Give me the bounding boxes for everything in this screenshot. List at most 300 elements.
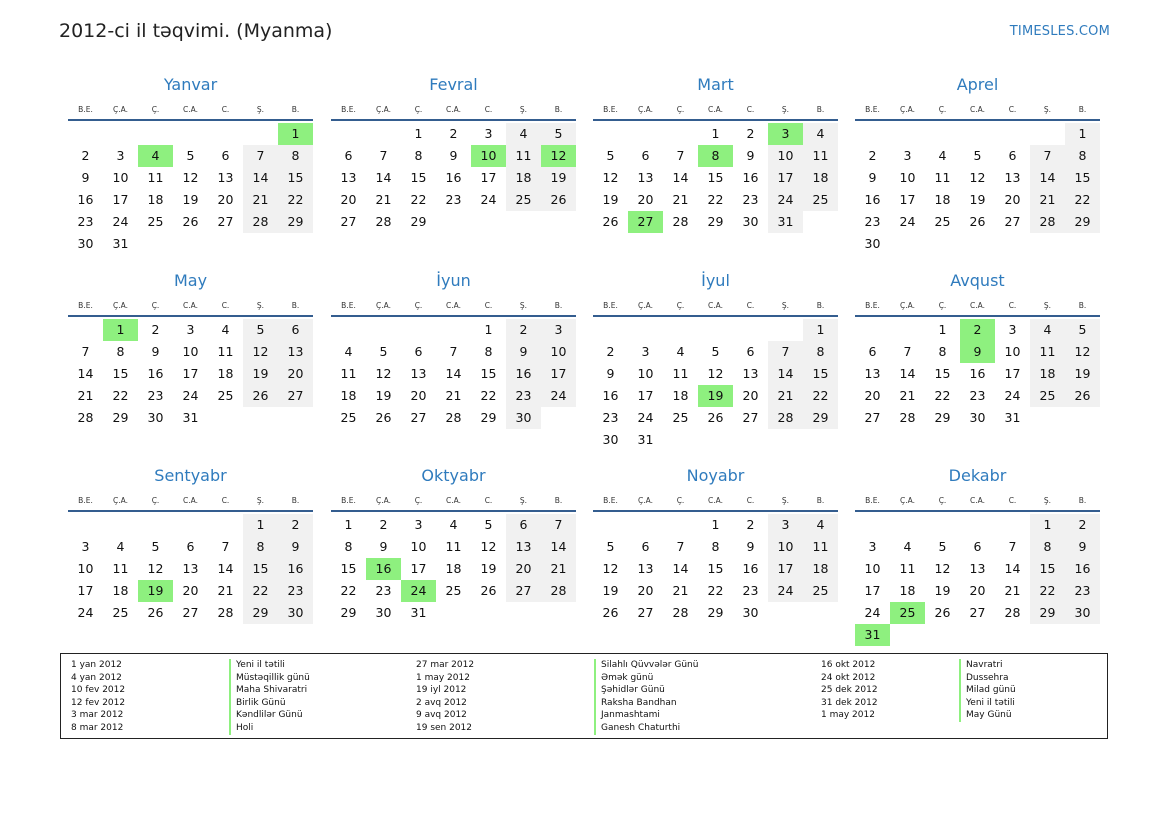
day-cell: 12 [934, 561, 951, 576]
legend-dates-column [416, 659, 474, 735]
empty-day-cell [366, 123, 401, 145]
empty-day-cell [855, 123, 890, 145]
day-cell: 23 [742, 583, 759, 598]
day-cell: 9 [746, 539, 755, 554]
empty-day-cell [173, 123, 208, 145]
day-cell: 8 [344, 539, 353, 554]
day-cell: 20 [410, 388, 427, 403]
holiday-day-cell: 25 [890, 602, 925, 624]
weekday-label: Ç.A. [112, 496, 128, 505]
weekday-label: B. [291, 301, 300, 310]
day-cell: 24 [768, 580, 803, 602]
day-cell: 6 [414, 344, 423, 359]
legend-date: 19 iyl 2012 [416, 685, 467, 696]
empty-day-cell [593, 123, 628, 145]
month-noyabr [593, 464, 838, 624]
day-cell: 14 [217, 561, 234, 576]
day-cell: 17 [541, 363, 576, 385]
day-cell: 16 [445, 170, 462, 185]
day-cell: 17 [768, 558, 803, 580]
empty-day-cell [960, 123, 995, 145]
day-cell: 12 [480, 539, 497, 554]
day-cell: 14 [375, 170, 392, 185]
day-cell: 2 [1065, 514, 1100, 536]
weekday-header [855, 101, 1100, 121]
day-cell: 15 [243, 558, 278, 580]
day-cell: 5 [243, 319, 278, 341]
day-cell: 22 [278, 189, 313, 211]
weekday-label: Ş. [781, 105, 790, 114]
day-grid [855, 123, 1100, 255]
day-cell: 23 [742, 192, 759, 207]
day-cell: 6 [1008, 148, 1017, 163]
empty-day-cell [593, 514, 628, 536]
day-cell: 27 [637, 605, 654, 620]
empty-day-cell [68, 514, 103, 536]
day-cell: 9 [746, 148, 755, 163]
day-cell: 15 [410, 170, 427, 185]
weekday-label: Ş. [781, 301, 790, 310]
day-cell: 12 [182, 170, 199, 185]
holiday-day-cell: 10 [471, 145, 506, 167]
weekday-label: B. [1078, 105, 1087, 114]
weekday-label: B.E. [78, 496, 93, 505]
day-cell: 24 [77, 605, 94, 620]
weekday-label: B. [291, 105, 300, 114]
day-cell: 19 [934, 583, 951, 598]
day-cell: 30 [147, 410, 164, 425]
legend-names-column [959, 659, 1016, 722]
day-cell: 6 [973, 539, 982, 554]
day-cell: 2 [449, 126, 458, 141]
day-cell: 21 [77, 388, 94, 403]
month-name: May [173, 271, 208, 290]
day-cell: 3 [414, 517, 423, 532]
empty-day-cell [855, 514, 890, 536]
weekday-header [331, 492, 576, 512]
day-cell: 8 [278, 145, 313, 167]
day-cell: 21 [217, 583, 234, 598]
weekday-label: C.A. [445, 105, 461, 114]
day-cell: 12 [707, 366, 724, 381]
empty-day-cell [103, 123, 138, 145]
weekday-label: Ç.A. [375, 105, 391, 114]
day-cell: 23 [602, 410, 619, 425]
legend-holiday-name: Şəhidlər Günü [601, 685, 665, 696]
day-cell: 3 [484, 126, 493, 141]
day-cell: 31 [182, 410, 199, 425]
day-grid [855, 514, 1100, 646]
weekday-label: Ş. [256, 496, 265, 505]
day-cell: 5 [541, 123, 576, 145]
day-cell: 11 [934, 170, 951, 185]
day-cell: 9 [506, 341, 541, 363]
day-cell: 13 [278, 341, 313, 363]
holiday-day-cell: 1 [278, 123, 313, 145]
day-cell: 19 [602, 583, 619, 598]
weekday-label: B.E. [341, 105, 356, 114]
day-cell: 9 [868, 170, 877, 185]
weekday-label: C.A. [445, 496, 461, 505]
day-cell: 16 [1065, 558, 1100, 580]
day-cell: 28 [672, 605, 689, 620]
day-cell: 14 [1030, 167, 1065, 189]
day-cell: 18 [803, 558, 838, 580]
day-cell: 17 [480, 170, 497, 185]
empty-day-cell [331, 123, 366, 145]
day-cell: 29 [112, 410, 129, 425]
day-cell: 30 [864, 236, 881, 251]
legend-holiday-name: Dussehra [966, 672, 1009, 683]
weekday-label: C.A. [182, 301, 198, 310]
empty-day-cell [366, 319, 401, 341]
day-cell: 31 [410, 605, 427, 620]
weekday-label: Ç.A. [637, 496, 653, 505]
day-cell: 1 [484, 322, 493, 337]
legend-holiday-name: Holi [236, 722, 254, 733]
day-cell: 17 [637, 388, 654, 403]
day-cell: 7 [81, 344, 90, 359]
day-cell: 26 [480, 583, 497, 598]
day-cell: 25 [112, 605, 129, 620]
weekday-label: C. [1008, 301, 1017, 310]
weekday-label: Ç.A. [899, 496, 915, 505]
day-cell: 27 [340, 214, 357, 229]
day-cell: 27 [969, 605, 986, 620]
month-fevral [331, 73, 576, 233]
day-cell: 3 [81, 539, 90, 554]
day-cell: 18 [217, 366, 234, 381]
weekday-header [68, 101, 313, 121]
day-cell: 23 [1065, 580, 1100, 602]
day-cell: 20 [637, 192, 654, 207]
day-cell: 22 [410, 192, 427, 207]
day-cell: 30 [278, 602, 313, 624]
day-cell: 2 [868, 148, 877, 163]
day-cell: 26 [602, 214, 619, 229]
day-cell: 10 [864, 561, 881, 576]
day-cell: 11 [803, 145, 838, 167]
day-cell: 24 [480, 192, 497, 207]
weekday-label: C. [484, 105, 493, 114]
day-cell: 4 [938, 148, 947, 163]
weekday-label: B. [554, 301, 563, 310]
weekday-label: Ç. [938, 105, 947, 114]
weekday-label: C. [746, 105, 755, 114]
weekday-label: B. [816, 496, 825, 505]
weekday-label: C.A. [969, 496, 985, 505]
weekday-header [593, 101, 838, 121]
weekday-label: C. [746, 301, 755, 310]
day-cell: 6 [278, 319, 313, 341]
day-cell: 21 [768, 385, 803, 407]
day-cell: 31 [112, 236, 129, 251]
day-grid [593, 123, 838, 233]
day-cell: 12 [602, 170, 619, 185]
day-cell: 26 [934, 605, 951, 620]
weekday-label: Ç.A. [637, 301, 653, 310]
empty-day-cell [68, 319, 103, 341]
day-cell: 29 [340, 605, 357, 620]
day-cell: 15 [480, 366, 497, 381]
day-cell: 11 [672, 366, 689, 381]
day-cell: 22 [480, 388, 497, 403]
day-cell: 14 [445, 366, 462, 381]
day-cell: 30 [742, 214, 759, 229]
day-cell: 10 [112, 170, 129, 185]
day-cell: 22 [340, 583, 357, 598]
empty-day-cell [436, 319, 471, 341]
weekday-label: Ç.A. [375, 301, 391, 310]
month-name: Avqust [950, 271, 1005, 290]
day-cell: 17 [410, 561, 427, 576]
day-cell: 14 [243, 167, 278, 189]
day-cell: 23 [864, 214, 881, 229]
day-cell: 15 [1030, 558, 1065, 580]
day-cell: 28 [445, 410, 462, 425]
day-cell: 20 [182, 583, 199, 598]
month-may [68, 269, 313, 429]
holiday-day-cell: 4 [138, 145, 173, 167]
day-cell: 5 [186, 148, 195, 163]
day-cell: 11 [340, 366, 357, 381]
day-cell: 16 [278, 558, 313, 580]
day-cell: 10 [899, 170, 916, 185]
day-cell: 30 [375, 605, 392, 620]
day-cell: 8 [1065, 145, 1100, 167]
empty-day-cell [1030, 123, 1065, 145]
weekday-label: C. [484, 301, 493, 310]
day-cell: 24 [112, 214, 129, 229]
day-cell: 9 [81, 170, 90, 185]
day-cell: 9 [1065, 536, 1100, 558]
day-cell: 29 [803, 407, 838, 429]
day-cell: 29 [1065, 211, 1100, 233]
weekday-label: Ş. [1043, 105, 1052, 114]
day-cell: 9 [379, 539, 388, 554]
legend-holiday-name: Yeni il tətili [966, 697, 1015, 708]
weekday-label: Ş. [256, 301, 265, 310]
day-cell: 26 [147, 605, 164, 620]
day-cell: 3 [1008, 322, 1017, 337]
weekday-label: C.A. [182, 105, 198, 114]
day-cell: 5 [973, 148, 982, 163]
day-cell: 27 [217, 214, 234, 229]
holiday-day-cell: 1 [103, 319, 138, 341]
legend-names-column [229, 659, 310, 735]
day-cell: 29 [707, 605, 724, 620]
day-cell: 11 [217, 344, 234, 359]
empty-day-cell [960, 514, 995, 536]
day-cell: 15 [934, 366, 951, 381]
day-cell: 11 [803, 536, 838, 558]
day-cell: 2 [81, 148, 90, 163]
holiday-day-cell: 12 [541, 145, 576, 167]
day-cell: 14 [1004, 561, 1021, 576]
legend-holiday-name: Ganesh Chaturthi [601, 722, 681, 733]
weekday-label: Ç. [938, 496, 947, 505]
day-cell: 17 [768, 167, 803, 189]
day-cell: 19 [1065, 363, 1100, 385]
day-cell: 5 [1065, 319, 1100, 341]
day-cell: 25 [934, 214, 951, 229]
day-cell: 21 [1004, 583, 1021, 598]
day-cell: 4 [506, 123, 541, 145]
day-cell: 11 [445, 539, 462, 554]
day-cell: 22 [243, 580, 278, 602]
weekday-label: C. [221, 301, 230, 310]
day-cell: 20 [637, 583, 654, 598]
day-cell: 7 [676, 148, 685, 163]
day-cell: 21 [445, 388, 462, 403]
day-cell: 17 [77, 583, 94, 598]
day-cell: 27 [182, 605, 199, 620]
weekday-label: Ç. [151, 301, 160, 310]
day-cell: 23 [147, 388, 164, 403]
day-cell: 6 [186, 539, 195, 554]
day-cell: 15 [340, 561, 357, 576]
day-cell: 16 [147, 366, 164, 381]
holiday-day-cell: 8 [698, 145, 733, 167]
weekday-label: Ç. [938, 301, 947, 310]
day-cell: 28 [375, 214, 392, 229]
day-cell: 16 [506, 363, 541, 385]
day-cell: 12 [602, 561, 619, 576]
weekday-label: B. [1078, 301, 1087, 310]
day-cell: 10 [768, 145, 803, 167]
day-cell: 13 [864, 366, 881, 381]
day-cell: 26 [1065, 385, 1100, 407]
day-cell: 15 [803, 363, 838, 385]
day-cell: 6 [344, 148, 353, 163]
day-cell: 1 [1030, 514, 1065, 536]
day-cell: 27 [742, 410, 759, 425]
legend-date: 4 yan 2012 [71, 672, 122, 683]
day-cell: 11 [147, 170, 164, 185]
legend-date: 25 dek 2012 [821, 685, 878, 696]
weekday-label: C.A. [707, 105, 723, 114]
day-cell: 12 [147, 561, 164, 576]
day-cell: 19 [541, 167, 576, 189]
day-cell: 2 [746, 126, 755, 141]
weekday-label: B.E. [865, 105, 880, 114]
day-cell: 29 [934, 410, 951, 425]
brand-link[interactable]: TIMESLES.COM [1009, 24, 1110, 39]
day-cell: 4 [344, 344, 353, 359]
empty-day-cell [138, 514, 173, 536]
day-cell: 17 [182, 366, 199, 381]
day-grid [331, 123, 576, 233]
day-cell: 11 [506, 145, 541, 167]
day-cell: 27 [864, 410, 881, 425]
day-cell: 31 [1004, 410, 1021, 425]
empty-day-cell [733, 319, 768, 341]
day-cell: 31 [768, 211, 803, 233]
weekday-label: Ş. [781, 496, 790, 505]
day-cell: 4 [803, 123, 838, 145]
day-cell: 17 [864, 583, 881, 598]
weekday-label: Ç. [151, 496, 160, 505]
weekday-label: Ç.A. [375, 496, 391, 505]
day-grid [331, 514, 576, 624]
empty-day-cell [663, 123, 698, 145]
day-cell: 8 [243, 536, 278, 558]
page-title: 2012-ci il təqvimi. (Myanma) [59, 20, 333, 42]
day-cell: 30 [1065, 602, 1100, 624]
day-grid [593, 514, 838, 624]
empty-day-cell [628, 123, 663, 145]
day-cell: 8 [1030, 536, 1065, 558]
month-i̇yun [331, 269, 576, 429]
day-cell: 1 [711, 517, 720, 532]
day-grid [331, 319, 576, 429]
day-cell: 4 [449, 517, 458, 532]
day-cell: 13 [637, 561, 654, 576]
day-cell: 13 [1004, 170, 1021, 185]
day-cell: 7 [903, 344, 912, 359]
day-cell: 4 [116, 539, 125, 554]
day-cell: 14 [77, 366, 94, 381]
day-cell: 20 [1004, 192, 1021, 207]
day-cell: 3 [903, 148, 912, 163]
day-cell: 12 [1065, 341, 1100, 363]
day-cell: 27 [506, 580, 541, 602]
day-cell: 13 [340, 170, 357, 185]
day-cell: 16 [969, 366, 986, 381]
day-cell: 7 [221, 539, 230, 554]
day-cell: 28 [1004, 605, 1021, 620]
day-cell: 3 [868, 539, 877, 554]
day-cell: 10 [182, 344, 199, 359]
day-cell: 6 [506, 514, 541, 536]
holiday-day-cell: 19 [698, 385, 733, 407]
day-cell: 28 [541, 580, 576, 602]
day-cell: 26 [969, 214, 986, 229]
day-cell: 25 [147, 214, 164, 229]
day-cell: 24 [541, 385, 576, 407]
day-cell: 1 [938, 322, 947, 337]
month-i̇yul [593, 269, 838, 451]
month-name: Dekabr [948, 466, 1007, 485]
legend-holiday-name: Yeni il tətili [236, 660, 285, 670]
month-name: Oktyabr [421, 466, 486, 485]
weekday-label: Ş. [519, 105, 528, 114]
empty-day-cell [401, 319, 436, 341]
weekday-label: Ç. [414, 301, 423, 310]
day-cell: 20 [217, 192, 234, 207]
empty-day-cell [173, 514, 208, 536]
day-cell: 13 [742, 366, 759, 381]
day-cell: 19 [969, 192, 986, 207]
weekday-label: B. [554, 105, 563, 114]
day-cell: 18 [445, 561, 462, 576]
weekday-label: C.A. [182, 496, 198, 505]
weekday-header [331, 101, 576, 121]
day-cell: 18 [899, 583, 916, 598]
day-cell: 18 [112, 583, 129, 598]
empty-day-cell [628, 319, 663, 341]
day-cell: 19 [480, 561, 497, 576]
weekday-label: B.E. [603, 105, 618, 114]
weekday-label: Ç. [151, 105, 160, 114]
day-cell: 22 [707, 192, 724, 207]
legend-holiday-name: Kəndlilər Günü [236, 710, 303, 721]
day-cell: 20 [506, 558, 541, 580]
day-cell: 7 [379, 148, 388, 163]
day-cell: 2 [606, 344, 615, 359]
legend-date: 8 mar 2012 [71, 722, 124, 733]
day-cell: 22 [1065, 189, 1100, 211]
